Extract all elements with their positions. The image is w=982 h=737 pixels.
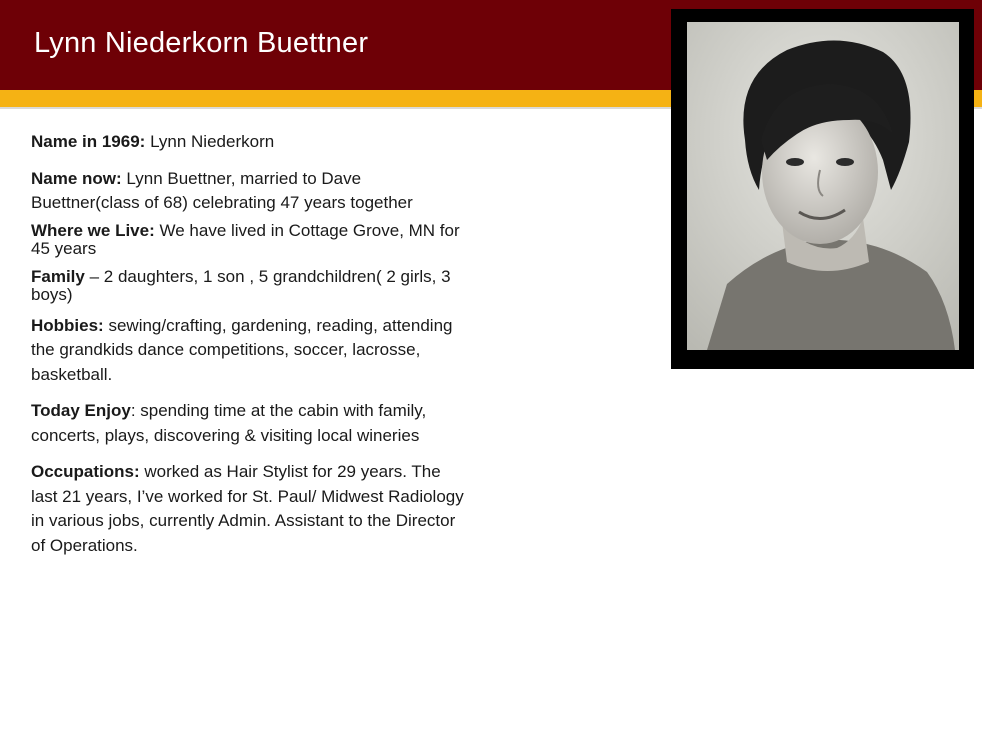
family-value: – 2 daughters, 1 son , 5 grandchildren( 2 girls, 3 boys) — [31, 266, 451, 304]
hobbies-value: sewing/crafting, gardening, reading, attending the grandkids dance competitions, soccer, lacrosse, basketball. — [31, 315, 453, 384]
name-1969-label: Name in 1969: — [31, 132, 146, 151]
hobbies-label: Hobbies: — [31, 315, 104, 335]
family-label: Family — [31, 266, 85, 286]
today-enjoy-row — [31, 399, 471, 448]
today-enjoy-value: : spending time at the cabin with family, concerts, plays, discovering & visiting local wineries — [31, 401, 427, 445]
hobbies-row — [31, 314, 471, 388]
where-live-value: We have lived in Cottage Grove, MN for 45 years — [31, 220, 460, 258]
name-1969-row — [31, 130, 471, 155]
where-live-label: Where we Live: — [31, 220, 155, 240]
profile-details — [31, 130, 471, 568]
name-now-row — [31, 167, 471, 216]
family-row — [31, 268, 471, 304]
portrait-photo-image — [687, 22, 959, 350]
name-now-value: Lynn Buettner, married to Dave Buettner(class of 68) celebrating 47 years together — [31, 168, 413, 212]
photo-frame — [671, 9, 974, 369]
today-enjoy-label: Today Enjoy — [31, 401, 131, 420]
occupations-label: Occupations: — [31, 462, 140, 481]
name-1969-value: Lynn Niederkorn — [150, 132, 275, 151]
portrait-photo — [687, 22, 959, 350]
name-now-label: Name now: — [31, 168, 122, 188]
where-live-row — [31, 222, 471, 258]
occupations-row — [31, 460, 471, 558]
slide-title: Lynn Niederkorn Buettner — [34, 27, 369, 59]
occupations-value: worked as Hair Stylist for 29 years. The last 21 years, I’ve worked for St. Paul/ Midwest Radiology in various jobs, currently Admin. Assistant to the Director of Operations. — [31, 462, 464, 555]
